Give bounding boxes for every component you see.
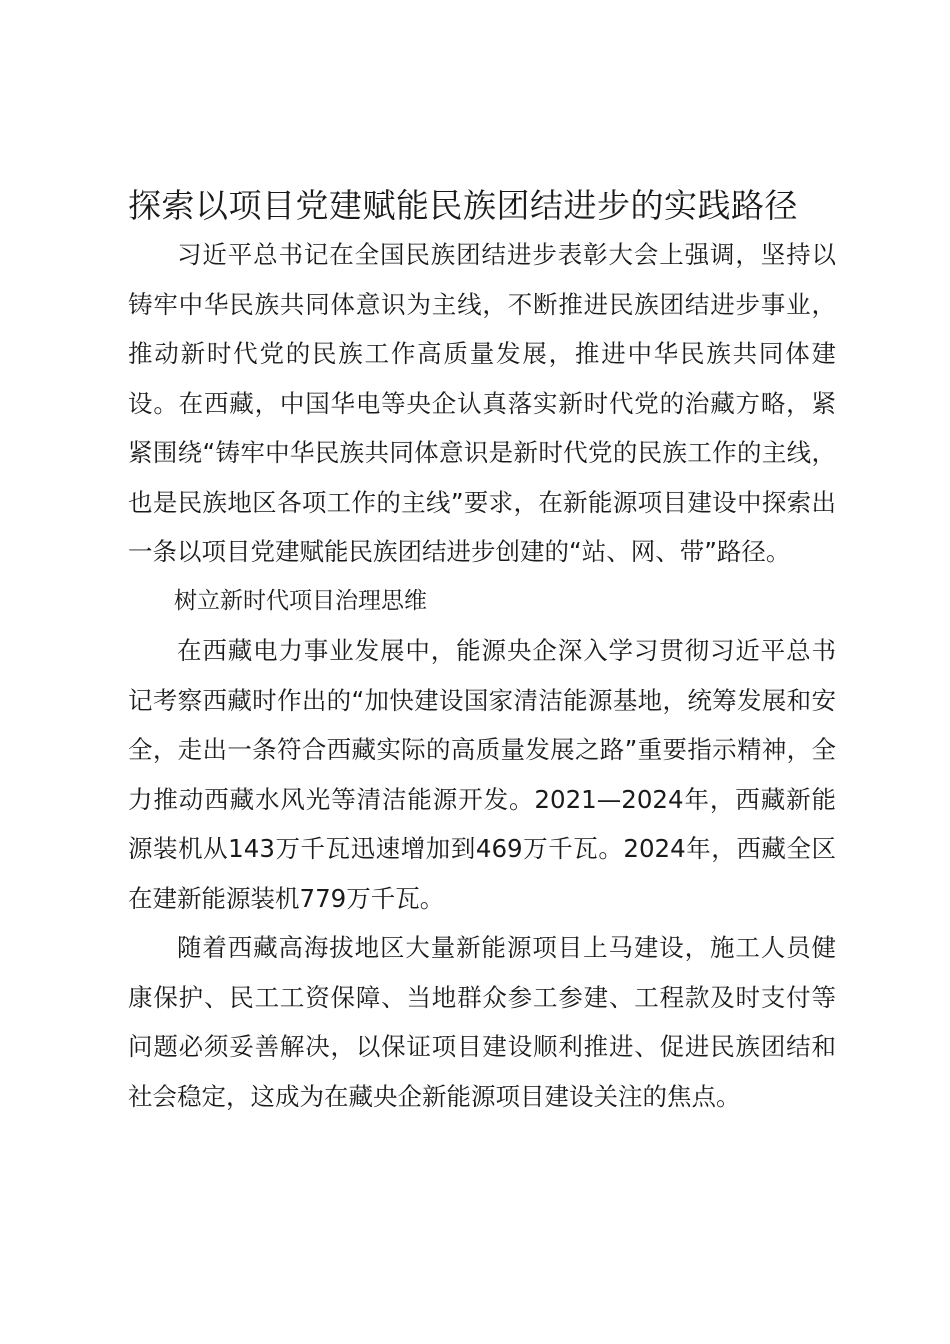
paragraph-challenges: 随着西藏高海拔地区大量新能源项目上马建设，施工人员健康保护、民工工资保障、当地群众参工参建、工程款及时支付等问题必须妥善解决，以保证项目建设顺利推进、促进民族团结和社会稳定，这成为在藏央企新能源项目建设关注的焦点。 bbox=[128, 933, 836, 1111]
article-title: 探索以项目党建赋能民族团结进步的实践路径 bbox=[128, 186, 798, 225]
paragraph-development: 在西藏电力事业发展中，能源央企深入学习贯彻习近平总书记考察西藏时作出的“加快建设国家清洁能源基地，统筹发展和安全，走出一条符合西藏实际的高质量发展之路”重要指示精神，全力推动西藏水风光等清洁能源开发。2021—2024年，西藏新能源装机从143万千瓦迅速增加到469万千瓦。2024年，西藏全区在建新能源装机779万千瓦。 bbox=[128, 636, 836, 913]
section-subheading: 树立新时代项目治理思维 bbox=[174, 587, 427, 614]
paragraph-intro: 习近平总书记在全国民族团结进步表彰大会上强调，坚持以铸牢中华民族共同体意识为主线，不断推进民族团结进步事业，推动新时代党的民族工作高质量发展，推进中华民族共同体建设。在西藏，中国华电等央企认真落实新时代党的治藏方略，紧紧围绕“铸牢中华民族共同体意识是新时代党的民族工作的主线，也是民族地区各项工作的主线”要求，在新能源项目建设中探索出一条以项目党建赋能民族团结进步创建的“站、网、带”路径。 bbox=[128, 240, 836, 566]
article-body bbox=[128, 230, 836, 1121]
